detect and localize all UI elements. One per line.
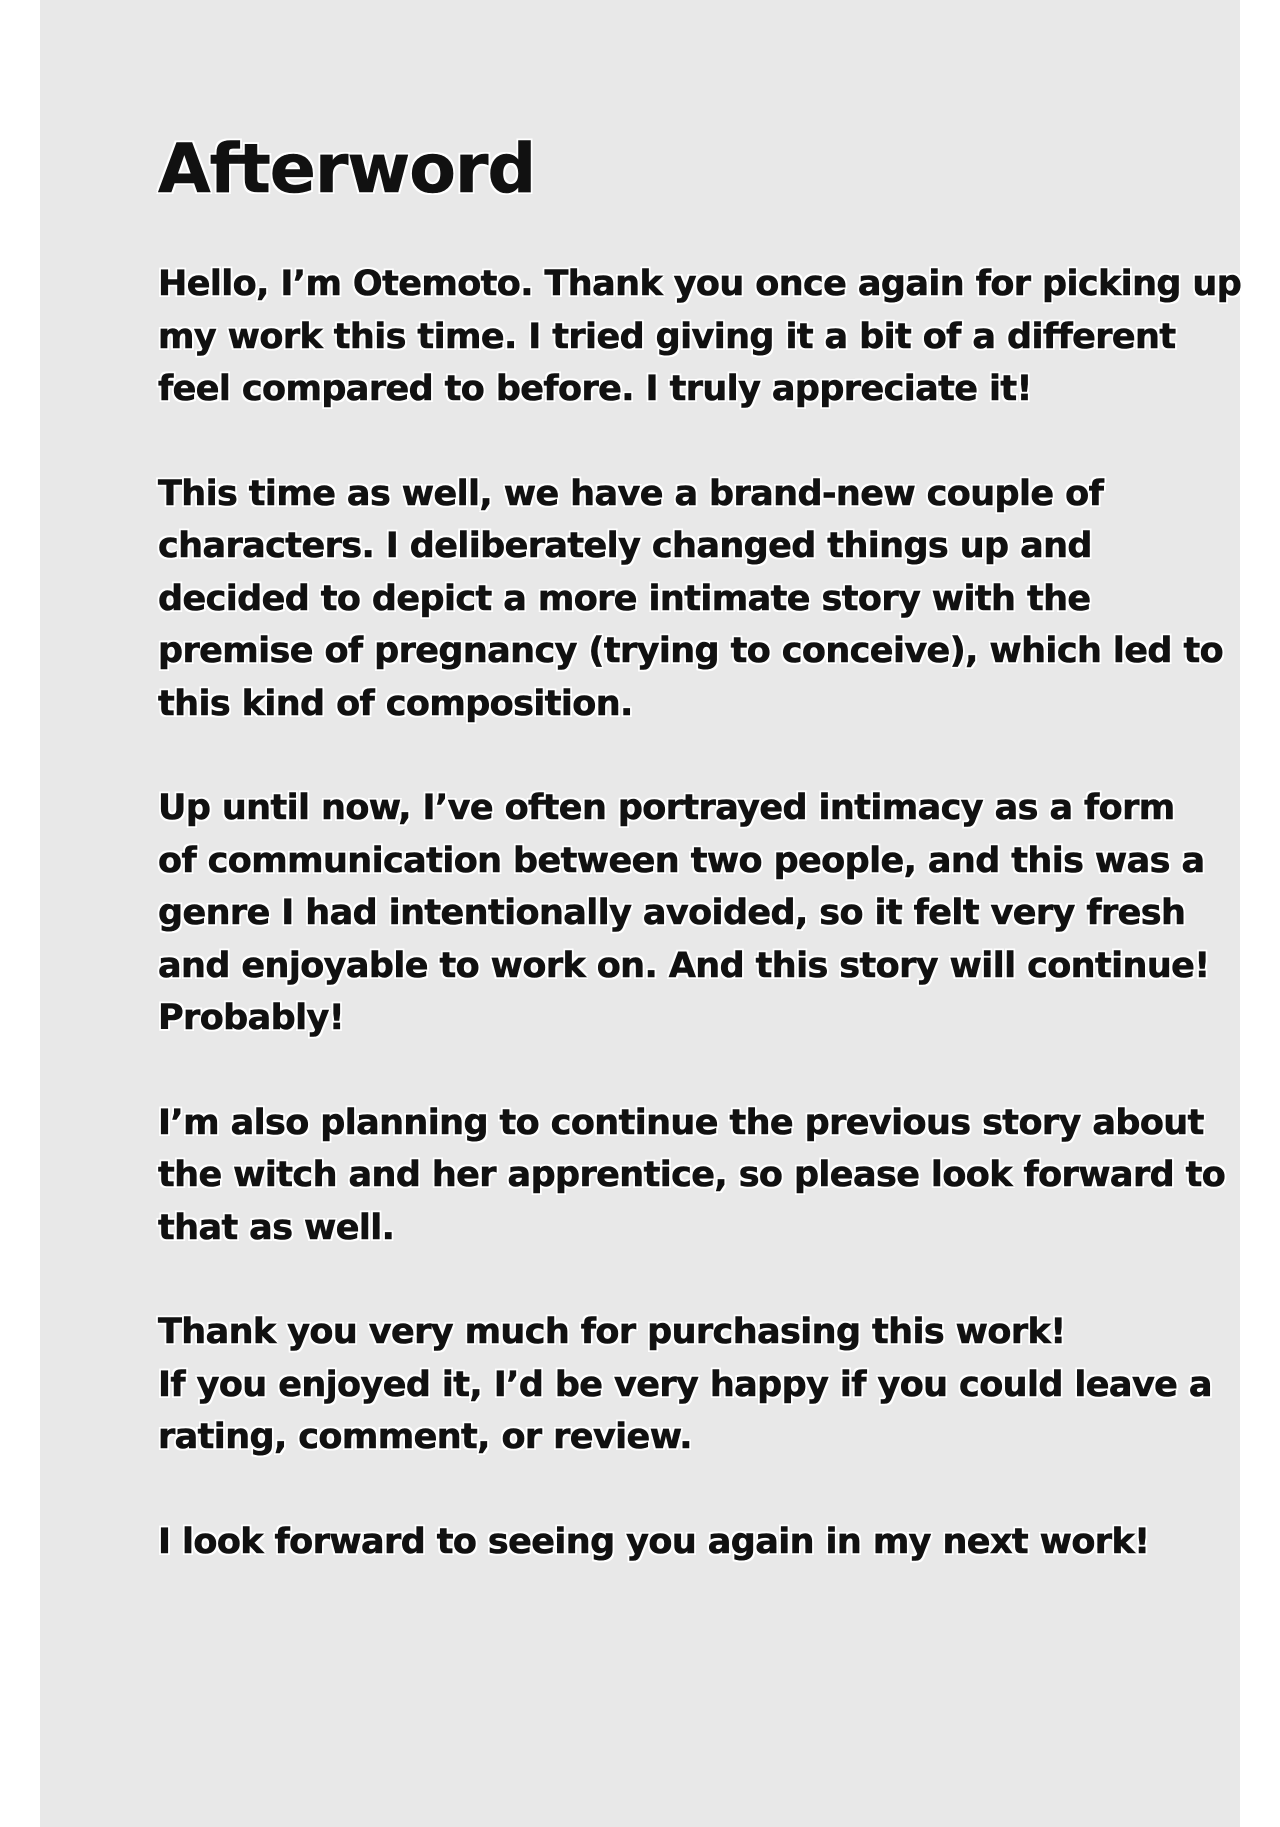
text-line: rating, comment, or review. (158, 1417, 692, 1457)
text-line: genre I had intentionally avoided, so it felt very fresh (158, 893, 1186, 933)
paragraph-6 (158, 1516, 1158, 1569)
text-line: premise of pregnancy (trying to conceive), which led to (158, 631, 1224, 671)
afterword-content (158, 118, 1242, 1620)
text-line: Hello, I’m Otemoto. Thank you once again for picking up (158, 264, 1242, 304)
page-background (40, 0, 1240, 1827)
paragraph-2 (158, 468, 1224, 731)
paragraph-5 (158, 1306, 1212, 1464)
text-line: the witch and her apprentice, so please look forward to (158, 1155, 1226, 1195)
text-line: decided to depict a more intimate story with the (158, 578, 1091, 619)
text-line: I look forward to seeing you again in my next work! (158, 1521, 1150, 1562)
text-line: and enjoyable to work on. And this story will continue! (158, 945, 1210, 986)
text-line: Probably! (158, 998, 345, 1038)
paragraph-1 (158, 258, 1242, 416)
text-line: I’m also planning to continue the previous story about (158, 1102, 1204, 1143)
paragraph-3 (158, 782, 1210, 1045)
text-line: characters. I deliberately changed things up and (158, 526, 1092, 566)
text-line: this kind of composition. (158, 683, 633, 724)
text-line: This time as well, we have a brand-new couple of (158, 473, 1104, 514)
text-line: of communication between two people, and this was a (158, 840, 1205, 881)
text-line: feel compared to before. I truly appreciate it! (158, 369, 1032, 409)
text-line: my work this time. I tried giving it a bit of a different (158, 316, 1176, 357)
text-line: that as well. (158, 1207, 395, 1248)
text-line: If you enjoyed it, I’d be very happy if you could leave a (158, 1364, 1212, 1405)
page-title: Afterword (158, 130, 536, 209)
text-line: Thank you very much for purchasing this work! (158, 1312, 1066, 1352)
paragraph-4 (158, 1097, 1226, 1255)
text-line: Up until now, I’ve often portrayed intimacy as a form (158, 788, 1175, 828)
